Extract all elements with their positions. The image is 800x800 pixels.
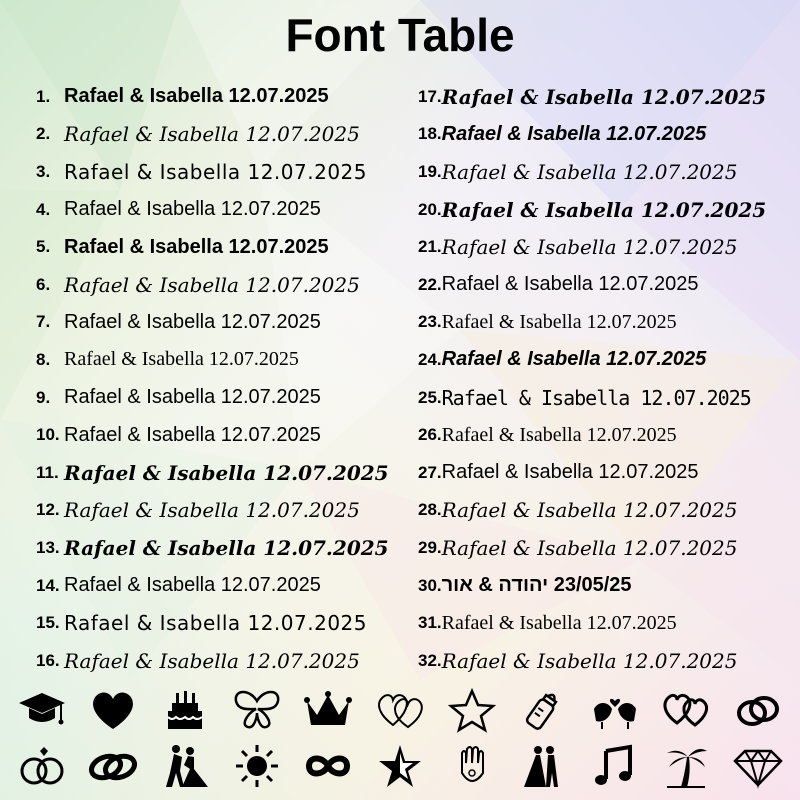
font-sample-text: Rafael & Isabella 12.07.2025 <box>441 122 707 145</box>
icon-row-2 <box>0 738 800 794</box>
star-outline-icon[interactable] <box>445 685 499 735</box>
font-sample-text: Rafael & Isabella 12.07.2025 <box>441 84 767 109</box>
font-sample-row[interactable] <box>418 341 798 379</box>
heart-icon[interactable] <box>86 685 140 735</box>
two-hearts-icon[interactable] <box>659 685 713 735</box>
font-sample-row[interactable] <box>418 529 798 567</box>
font-sample-text: Rafael & Isabella 12.07.2025 <box>441 348 707 371</box>
font-sample-text: 23/05/25 יהודה & אור <box>441 574 632 597</box>
infinity-icon[interactable] <box>301 741 355 791</box>
font-list-left <box>36 78 416 680</box>
font-number: 25. <box>418 387 442 407</box>
font-number: 11. <box>36 462 59 482</box>
font-sample-row[interactable] <box>36 604 416 642</box>
font-sample-row[interactable] <box>36 379 416 417</box>
love-birds-icon[interactable] <box>588 685 642 735</box>
icon-row-1 <box>0 682 800 738</box>
font-sample-text: Rafael & Isabella 12.07.2025 <box>64 235 329 258</box>
font-number: 27. <box>418 462 442 482</box>
font-sample-row[interactable] <box>418 153 798 191</box>
font-sample-row[interactable] <box>418 191 798 229</box>
font-sample-row[interactable] <box>36 567 416 605</box>
nautical-star-icon[interactable] <box>373 741 427 791</box>
font-sample-text: Rafael & Isabella 12.07.2025 <box>64 386 321 409</box>
font-sample-text: Rafael & Isabella 12.07.2025 <box>441 648 738 673</box>
font-number: 18. <box>418 124 442 144</box>
font-number: 9. <box>36 387 51 407</box>
font-number: 29. <box>418 537 442 557</box>
font-sample-row[interactable] <box>418 228 798 266</box>
font-number: 13. <box>36 537 60 557</box>
font-sample-row[interactable] <box>418 454 798 492</box>
font-sample-row[interactable] <box>36 153 416 191</box>
font-number: 26. <box>418 425 442 445</box>
font-number: 32. <box>418 650 442 670</box>
font-sample-row[interactable] <box>418 116 798 154</box>
font-number: 14. <box>36 575 60 595</box>
font-sample-row[interactable] <box>36 341 416 379</box>
font-sample-text: Rafael & Isabella 12.07.2025 <box>441 310 677 333</box>
wedding-rings-icon[interactable] <box>731 685 785 735</box>
font-sample-row[interactable] <box>418 266 798 304</box>
font-sample-text: Rafael & Isabella 12.07.2025 <box>64 159 367 184</box>
font-sample-row[interactable] <box>36 454 416 492</box>
font-sample-row[interactable] <box>36 191 416 229</box>
font-sample-text: Rafael & Isabella 12.07.2025 <box>64 198 321 221</box>
icon-palette <box>0 682 800 794</box>
font-sample-text: Rafael & Isabella 12.07.2025 <box>64 310 321 333</box>
font-sample-text: Rafael & Isabella 12.07.2025 <box>64 272 360 297</box>
font-sample-text: Rafael & Isabella 12.07.2025 <box>64 574 321 597</box>
font-sample-row[interactable] <box>418 567 798 605</box>
double-heart-outline-icon[interactable] <box>373 685 427 735</box>
font-sample-row[interactable] <box>36 642 416 680</box>
font-sample-row[interactable] <box>36 78 416 116</box>
font-sample-row[interactable] <box>418 642 798 680</box>
font-sample-row[interactable] <box>36 492 416 530</box>
diamond-icon[interactable] <box>731 741 785 791</box>
font-sample-text: Rafael & Isabella 12.07.2025 <box>64 122 360 147</box>
font-sample-text: Rafael & Isabella 12.07.2025 <box>64 648 360 673</box>
font-sample-row[interactable] <box>418 379 798 417</box>
butterfly-icon[interactable] <box>230 685 284 735</box>
font-number: 19. <box>418 161 442 181</box>
font-sample-text: Rafael & Isabella 12.07.2025 <box>441 461 699 484</box>
font-sample-row[interactable] <box>418 604 798 642</box>
font-list-right <box>418 78 798 680</box>
font-sample-text: Rafael & Isabella 12.07.2025 <box>441 273 699 296</box>
font-number: 30. <box>418 575 442 595</box>
font-number: 10. <box>36 425 60 445</box>
crown-icon[interactable] <box>301 685 355 735</box>
font-number: 6. <box>36 274 51 294</box>
birthday-cake-icon[interactable] <box>158 685 212 735</box>
font-number: 31. <box>418 613 442 633</box>
font-sample-text: Rafael & Isabella 12.07.2025 <box>441 385 751 410</box>
font-sample-row[interactable] <box>418 78 798 116</box>
font-number: 8. <box>36 349 51 369</box>
graduation-cap-icon[interactable] <box>15 685 69 735</box>
font-sample-row[interactable] <box>418 492 798 530</box>
font-number: 24. <box>418 349 442 369</box>
hamsa-icon[interactable] <box>445 741 499 791</box>
font-number: 23. <box>418 312 442 332</box>
font-sample-row[interactable] <box>36 228 416 266</box>
palm-tree-icon[interactable] <box>659 741 713 791</box>
font-sample-text: Rafael & Isabella 12.07.2025 <box>64 611 367 636</box>
font-number: 5. <box>36 237 51 257</box>
font-number: 22. <box>418 274 442 294</box>
page-title: Font Table <box>285 9 515 61</box>
music-note-icon[interactable] <box>588 741 642 791</box>
font-sample-row[interactable] <box>36 416 416 454</box>
font-sample-text: Rafael & Isabella 12.07.2025 <box>441 535 738 560</box>
sun-icon[interactable] <box>230 741 284 791</box>
font-sample-row[interactable] <box>36 529 416 567</box>
font-number: 4. <box>36 199 51 219</box>
font-sample-row[interactable] <box>36 304 416 342</box>
font-number: 15. <box>36 613 60 633</box>
wedding-couple-icon[interactable] <box>516 741 570 791</box>
font-number: 20. <box>418 199 442 219</box>
font-sample-text: Rafael & Isabella 12.07.2025 <box>64 348 299 371</box>
font-number: 1. <box>36 86 51 106</box>
linked-rings-icon[interactable] <box>86 741 140 791</box>
font-sample-row[interactable] <box>36 266 416 304</box>
font-sample-text: Rafael & Isabella 12.07.2025 <box>64 423 321 446</box>
font-sample-text: Rafael & Isabella 12.07.2025 <box>441 197 767 222</box>
font-sample-text: Rafael & Isabella 12.07.2025 <box>64 85 329 108</box>
font-sample-text: Rafael & Isabella 12.07.2025 <box>441 611 677 634</box>
font-number: 17. <box>418 86 442 106</box>
font-number: 12. <box>36 500 60 520</box>
font-sample-text: Rafael & Isabella 12.07.2025 <box>441 423 677 446</box>
baby-bottle-icon[interactable] <box>516 685 570 735</box>
font-sample-text: Rafael & Isabella 12.07.2025 <box>441 235 738 260</box>
font-sample-row[interactable] <box>418 304 798 342</box>
font-number: 28. <box>418 500 442 520</box>
font-number: 3. <box>36 161 51 181</box>
font-sample-row[interactable] <box>36 116 416 154</box>
font-sample-text: Rafael & Isabella 12.07.2025 <box>64 460 389 485</box>
font-number: 2. <box>36 124 51 144</box>
font-sample-text: Rafael & Isabella 12.07.2025 <box>64 498 360 523</box>
font-sample-text: Rafael & Isabella 12.07.2025 <box>64 535 389 560</box>
dancing-couple-icon[interactable] <box>158 741 212 791</box>
font-sample-row[interactable] <box>418 416 798 454</box>
font-sample-text: Rafael & Isabella 12.07.2025 <box>441 159 738 184</box>
font-number: 21. <box>418 237 442 257</box>
diamond-rings-icon[interactable] <box>15 741 69 791</box>
font-sample-text: Rafael & Isabella 12.07.2025 <box>441 498 738 523</box>
font-number: 16. <box>36 650 60 670</box>
font-number: 7. <box>36 312 51 332</box>
